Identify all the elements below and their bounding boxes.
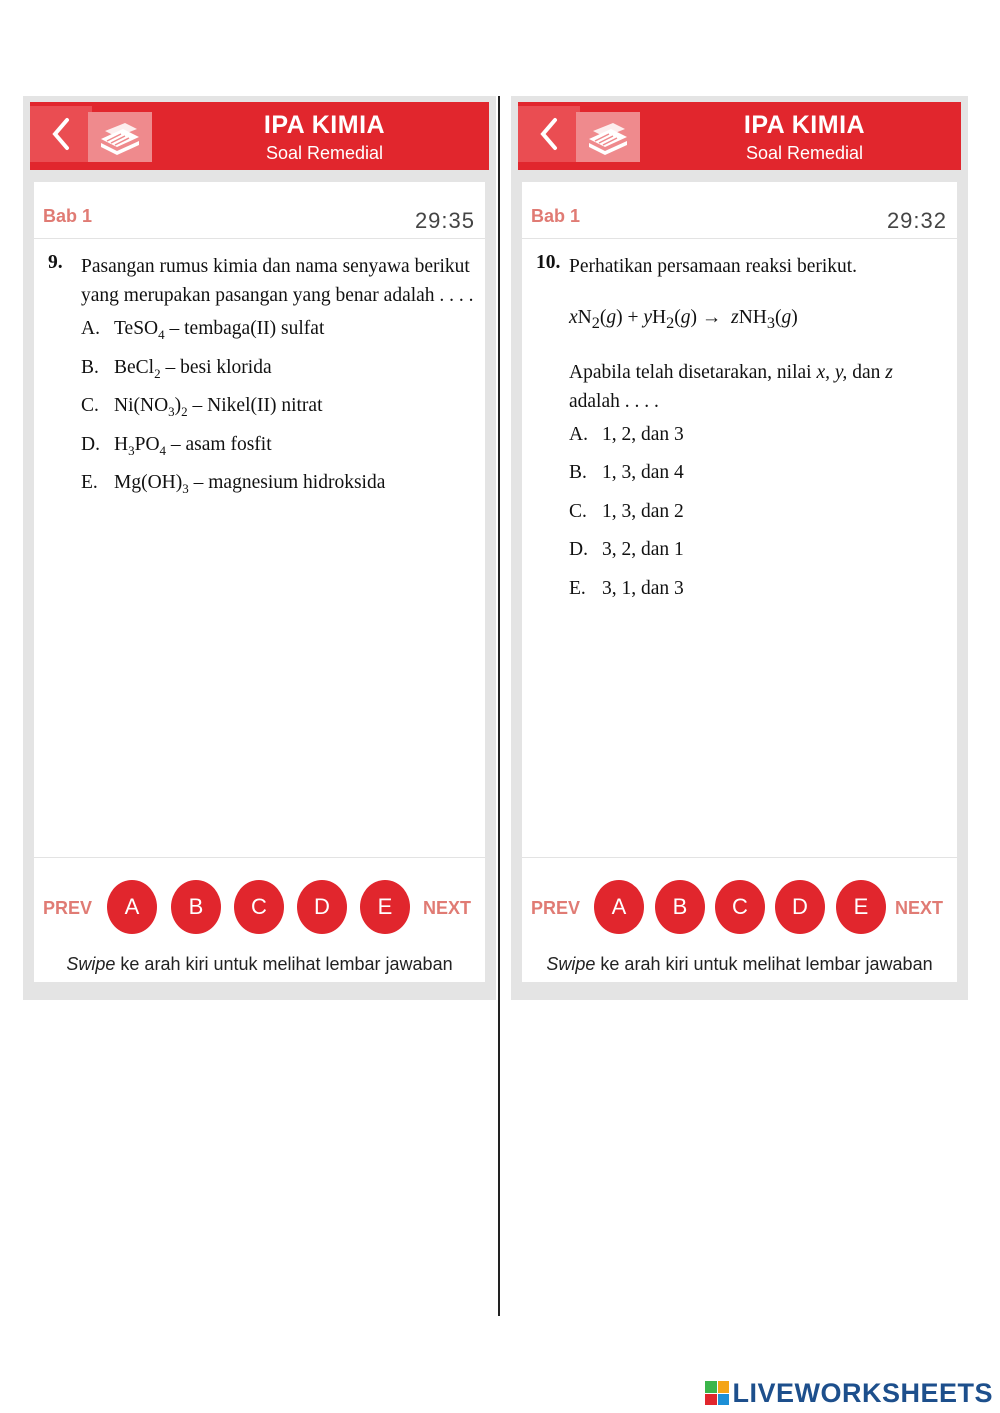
chapter-label: Bab 1	[43, 206, 93, 226]
question-card	[34, 182, 485, 982]
option-e	[569, 578, 947, 617]
option-letter: C.	[569, 500, 587, 522]
option-letter: D.	[81, 433, 100, 455]
watermark-text: LIVEWORKSHEETS	[732, 1377, 993, 1408]
answer-button-b[interactable]: B	[655, 880, 705, 934]
prev-button[interactable]: PREV	[531, 898, 581, 918]
swipe-hint: Swipe ke arah kiri untuk melihat lembar jawaban	[66, 954, 453, 974]
phone-screen-right	[511, 96, 968, 1000]
option-b	[569, 462, 947, 501]
books-icon	[576, 112, 640, 162]
next-button[interactable]: NEXT	[894, 898, 943, 918]
question-number: 10.	[536, 252, 561, 273]
chevron-left-icon	[538, 117, 560, 151]
question-card	[522, 182, 957, 982]
answer-button-a[interactable]: A	[594, 880, 644, 934]
reaction-equation: $xN_2(g) + yH_2(g) \to zNH_3(g)$	[569, 307, 798, 332]
question	[536, 252, 947, 616]
prev-button[interactable]: PREV	[43, 898, 93, 918]
option-e	[81, 472, 475, 511]
countdown-timer: 29:32	[886, 208, 947, 233]
question-text: Pasangan rumus kimia dan nama senyawa berikut yang merupakan pasangan yang benar adalah . . . .	[81, 256, 474, 306]
answer-button-d[interactable]: D	[775, 880, 825, 934]
option-d	[569, 539, 947, 578]
option-d	[81, 434, 475, 473]
question-text-2: Apabila telah disetarakan, nilai x, y, dan z adalah . . . .	[569, 361, 893, 412]
option-letter: A.	[81, 318, 100, 339]
app-title: IPA KIMIA	[743, 111, 866, 139]
option-letter: A.	[569, 423, 588, 445]
option-c	[569, 501, 947, 540]
answer-button-e[interactable]: E	[836, 880, 886, 934]
option-letter: C.	[81, 395, 99, 416]
option-text: 3, 2, dan 1	[602, 539, 684, 561]
back-button[interactable]	[30, 106, 92, 162]
option-letter: E.	[569, 577, 586, 599]
chapter-label: Bab 1	[531, 206, 581, 226]
option-text: 1, 3, dan 2	[602, 500, 684, 522]
option-text: 1, 3, dan 4	[602, 462, 684, 484]
option-a	[569, 424, 947, 463]
countdown-timer: 29:35	[414, 208, 475, 233]
answer-button-e[interactable]: E	[360, 880, 410, 934]
option-text: BeCl$_2$ – besi klorida	[114, 356, 272, 381]
app-title: IPA KIMIA	[263, 111, 386, 139]
option-text: $H_3PO_4$ – asam fosfit	[114, 433, 272, 458]
option-text: $Mg(OH)_3$ – magnesium hidroksida	[114, 472, 386, 496]
question-number: 9.	[48, 252, 63, 273]
option-c	[81, 395, 475, 434]
option-b	[81, 357, 475, 396]
option-text: $Ni(NO_3)_2$ – Nikel(II) nitrat	[114, 395, 323, 419]
liveworksheets-logo-icon	[705, 1381, 729, 1405]
next-button[interactable]: NEXT	[422, 898, 471, 918]
option-letter: B.	[81, 356, 99, 378]
page-divider	[498, 96, 500, 1316]
option-letter: D.	[569, 539, 588, 561]
swipe-hint: Swipe ke arah kiri untuk melihat lembar jawaban	[546, 954, 933, 974]
question	[48, 252, 475, 511]
option-letter: E.	[81, 472, 98, 493]
app-subtitle: Soal Remedial	[745, 143, 864, 163]
app-header	[30, 102, 489, 170]
liveworksheets-logo	[705, 1378, 993, 1408]
options-list	[81, 318, 475, 511]
options-list	[569, 424, 947, 617]
answer-button-a[interactable]: A	[107, 880, 157, 934]
answer-button-b[interactable]: B	[171, 880, 221, 934]
chevron-left-icon	[50, 117, 72, 151]
phone-screen-left	[23, 96, 496, 1000]
option-text: 3, 1, dan 3	[602, 577, 684, 599]
answer-bar	[34, 857, 485, 982]
books-icon	[88, 112, 152, 162]
question-text: Perhatikan persamaan reaksi berikut.	[569, 256, 858, 277]
option-text: 1, 2, dan 3	[602, 423, 684, 445]
answer-button-c[interactable]: C	[234, 880, 284, 934]
back-button[interactable]	[518, 106, 580, 162]
option-a	[81, 318, 475, 357]
app-subtitle: Soal Remedial	[265, 143, 384, 163]
option-text: TeSO$_4$ – tembaga(II) sulfat	[114, 318, 325, 342]
answer-button-d[interactable]: D	[297, 880, 347, 934]
answer-bar	[522, 857, 957, 982]
option-letter: B.	[569, 462, 587, 484]
app-header	[518, 102, 961, 170]
answer-button-c[interactable]: C	[715, 880, 765, 934]
